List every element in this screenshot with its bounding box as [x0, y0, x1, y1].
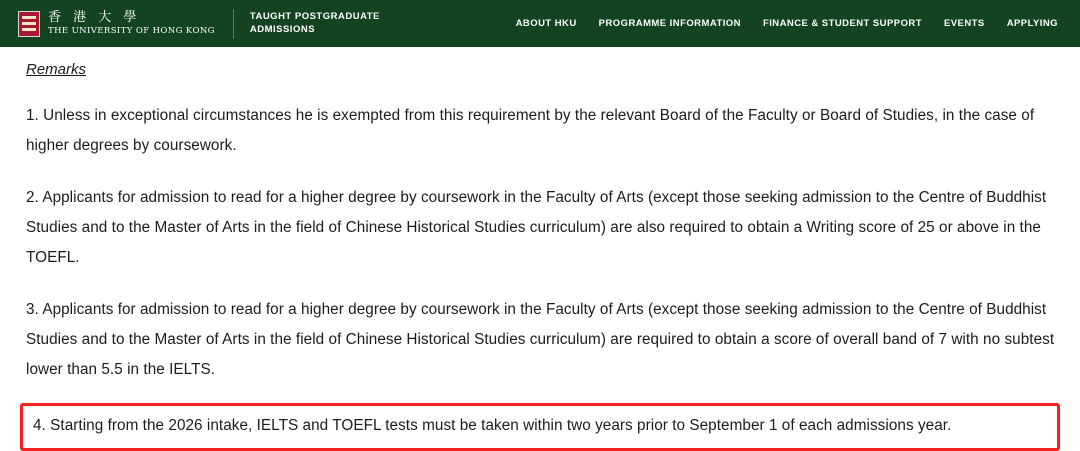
hku-logo[interactable]	[18, 11, 215, 37]
section-title-line-2: ADMISSIONS	[249, 23, 316, 35]
header-divider	[233, 9, 234, 39]
remark-item-3: 3. Applicants for admission to read for a higher degree by coursework in the Faculty of Arts (except those seeking admission to the Centre of Buddhist Studies and to the Master of Arts in the field of Chinese Historical Studies curriculum) are required to obtain a score of overall band of 7 with no subtest lower than 5.5 in the IELTS.	[26, 301, 1055, 378]
highlight-box	[20, 403, 1060, 451]
remark-item-4: 4. Starting from the 2026 intake, IELTS and TOEFL tests must be taken within two years prior to September 1 of each admissions year.	[33, 417, 952, 434]
main-navigation	[516, 18, 1064, 29]
logo-name-english: THE UNIVERSITY OF HONG KONG	[48, 25, 215, 36]
hku-crest-icon	[18, 11, 40, 37]
remark-item-2: 2. Applicants for admission to read for a higher degree by coursework in the Faculty of Arts (except those seeking admission to the Centre of Buddhist Studies and to the Master of Arts in the field of Chinese Historical Studies curriculum) are also required to obtain a Writing score of 25 or above in the TOEFL.	[26, 189, 1047, 266]
site-section-title	[250, 11, 380, 37]
section-title-line-1: TAUGHT POSTGRADUATE	[249, 10, 380, 22]
page-content	[0, 47, 1080, 451]
page-title: Remarks	[26, 61, 87, 78]
logo-name-chinese: 香 港 大 學	[48, 10, 141, 26]
nav-item-about-hku[interactable]: ABOUT HKU	[515, 18, 577, 29]
nav-item-programme-information[interactable]: PROGRAMME INFORMATION	[598, 18, 741, 29]
site-header	[0, 0, 1080, 47]
nav-item-events[interactable]: EVENTS	[943, 18, 985, 29]
logo-text	[48, 11, 215, 36]
remark-item-1: 1. Unless in exceptional circumstances he is exempted from this requirement by the relevant Board of the Faculty or Board of Studies, in the case of higher degrees by coursework.	[26, 107, 1035, 154]
nav-item-finance-student-support[interactable]: FINANCE & STUDENT SUPPORT	[762, 18, 922, 29]
nav-item-applying[interactable]: APPLYING	[1006, 18, 1058, 29]
